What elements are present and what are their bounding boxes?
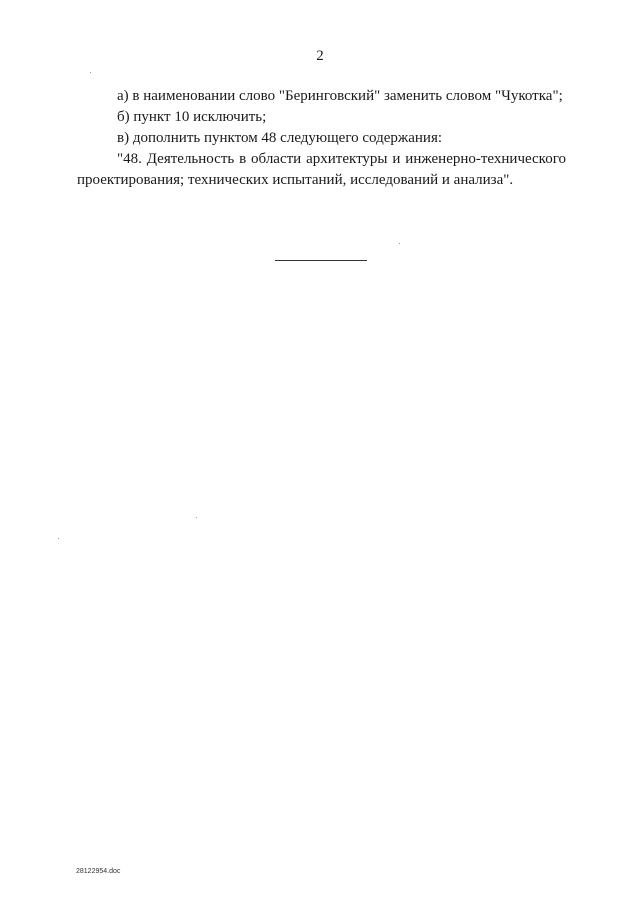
scan-speck <box>90 72 91 73</box>
page-number: 2 <box>316 48 324 64</box>
scan-speck <box>58 538 59 539</box>
amendment-item-b: б) пункт 10 исключить; <box>117 109 267 125</box>
scan-speck <box>196 517 197 518</box>
document-filename: 28122954.doc <box>76 868 121 875</box>
amendment-item-c: в) дополнить пунктом 48 следующего содержания: <box>117 130 443 146</box>
new-clause-48: "48. Деятельность в области архитектуры и инженерно-технического проектирования; технических испытаний, исследований и анализа". <box>77 151 566 188</box>
amendment-item-a: а) в наименовании слово "Беринговский" заменить словом "Чукотка"; <box>117 88 563 104</box>
scan-speck <box>399 243 400 244</box>
document-body <box>77 86 566 191</box>
end-of-text-rule <box>275 260 367 261</box>
